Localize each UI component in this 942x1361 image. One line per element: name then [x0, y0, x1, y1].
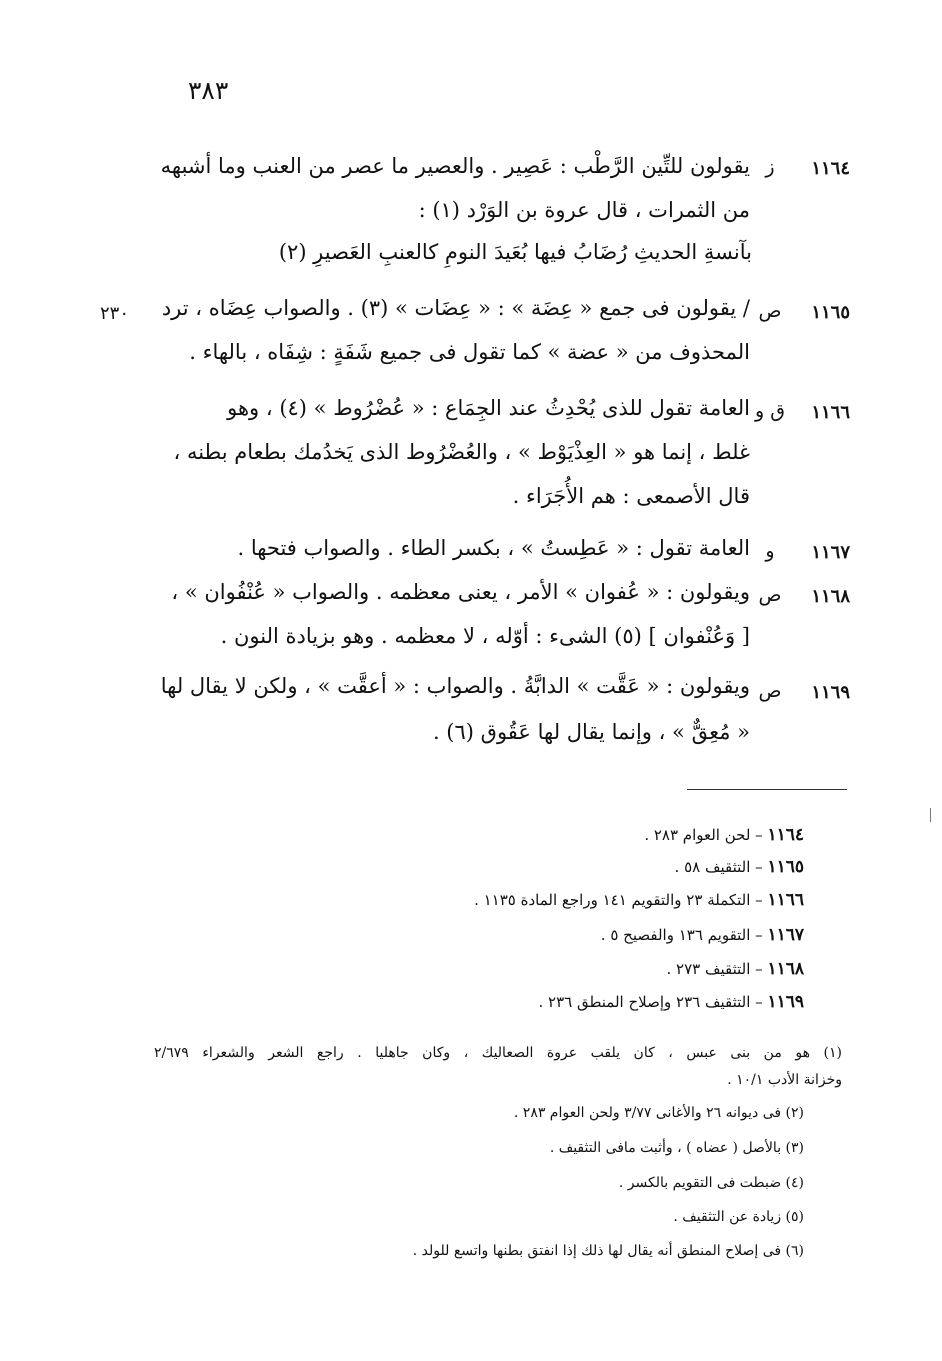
entry-tag: و: [765, 540, 775, 562]
footnote: (١) هو من بنى عبس ، كان يلقب عروة الصعاليك ، وكان جاهليا . راجع الشعر والشعراء ٢/٦٧٩: [154, 1045, 842, 1061]
entry-number: ١١٦٥: [811, 302, 850, 323]
source-line: [644, 825, 804, 845]
source-text: – التثقيف ٥٨ .: [674, 858, 763, 876]
entry-number: ١١٦٦: [811, 402, 850, 423]
source-text: – التكملة ٢٣ والتقويم ١٤١ وراجع المادة ١١٣٥ .: [474, 891, 763, 909]
entry-line: يقولون للتِّين الرَّطْب : عَصِير . والعصير ما عصر من العنب وما أشبهه: [160, 154, 750, 178]
entry-line: ويقولون : « عُفوان » الأمر ، يعنى معظمه . والصواب « عُنْفُوان » ،: [171, 580, 750, 604]
footnote: (٢) فى ديوانه ٢٦ والأغانى ٣/٧٧ ولحن العوام ٢٨٣ .: [513, 1105, 804, 1121]
source-number: ١١٦٨: [767, 959, 804, 979]
entry-line: قال الأصمعى : هم الأُجَرَاء .: [512, 484, 750, 508]
source-text: – التثقيف ٢٧٣ .: [666, 960, 763, 978]
entry-number: ١١٦٧: [811, 542, 850, 563]
entry-line: العامة تقول للذى يُحْدِثُ عند الجِمَاع : « عُضْرُوط » (٤) ، وهو: [227, 396, 750, 420]
entry-line: / يقولون فى جمع « عِضَة » : « عِضَات » (٣) . والصواب عِضَاه ، ترد: [161, 296, 750, 320]
source-text: – التثقيف ٢٣٦ وإصلاح المنطق ٢٣٦ .: [538, 993, 763, 1011]
entry-line: « مُعِقٌّ » ، وإنما يقال لها عَقُوق (٦) .: [432, 720, 750, 744]
entry-tag: ص: [758, 300, 782, 322]
entry-line: المحذوف من « عضة » كما تقول فى جميع شَفَةٍ : شِفَاه ، بالهاء .: [189, 340, 750, 364]
entry-tag: ص: [758, 584, 782, 606]
page-edge-mark: [930, 808, 931, 822]
entry-number: ١١٦٨: [811, 586, 850, 607]
poem-verse: بآنسةِ الحديثِ رُضَابُ فيها بُعَيدَ النومِ كالعنبِ العَصيرِ (٢): [278, 240, 752, 264]
footnote-divider: [687, 789, 847, 790]
entry-line: العامة تقول : « عَطِستُ » ، بكسر الطاء . والصواب فتحها .: [237, 536, 750, 560]
margin-page-number: ٢٣٠: [100, 303, 130, 324]
entry-tag: ق و: [755, 400, 785, 422]
source-number: ١١٦٤: [767, 825, 804, 845]
entry-line: [ وَعُنْفوان ] (٥) الشىء : أوّله ، لا معظمه . وهو بزيادة النون .: [220, 624, 750, 648]
page-number: ٣٨٣: [188, 76, 229, 105]
source-number: ١١٦٦: [767, 890, 804, 910]
source-text: – التقويم ١٣٦ والفصيح ٥ .: [600, 926, 763, 944]
footnote: وخزانة الأدب ١٠/١ .: [727, 1072, 842, 1088]
footnote: (٣) بالأصل ( عضاه ) ، وأثبت مافى التثقيف .: [549, 1140, 804, 1156]
entry-line: غلط ، إنما هو « العِذْيَوْط » ، والعُضْرُوط الذى يَخدُمك بطعام بطنه ،: [173, 440, 750, 464]
entry-tag: ز: [765, 156, 775, 178]
entry-number: ١١٦٤: [811, 158, 850, 179]
source-line: [474, 890, 804, 910]
entry-line: ويقولون : « عَقَّت » الدابَّةُ . والصواب : « أعقَّت » ، ولكن لا يقال لها: [160, 674, 750, 698]
source-text: – لحن العوام ٢٨٣ .: [644, 826, 763, 844]
source-line: [675, 857, 804, 877]
entry-tag: ص: [758, 680, 782, 702]
footnote: (٤) ضبطت فى التقويم بالكسر .: [618, 1175, 804, 1191]
source-line: [601, 925, 804, 945]
source-number: ١١٦٧: [767, 925, 804, 945]
source-number: ١١٦٩: [767, 992, 804, 1012]
footnote: (٥) زيادة عن التثقيف .: [673, 1209, 804, 1225]
footnote: (٦) فى إصلاح المنطق أنه يقال لها ذلك إذا انفتق بطنها واتسع للولد .: [412, 1243, 804, 1259]
entry-line: من الثمرات ، قال عروة بن الوَرْد (١) :: [418, 198, 750, 222]
source-line: [538, 992, 804, 1012]
entry-number: ١١٦٩: [811, 682, 850, 703]
source-line: [667, 959, 805, 979]
source-number: ١١٦٥: [767, 857, 804, 877]
